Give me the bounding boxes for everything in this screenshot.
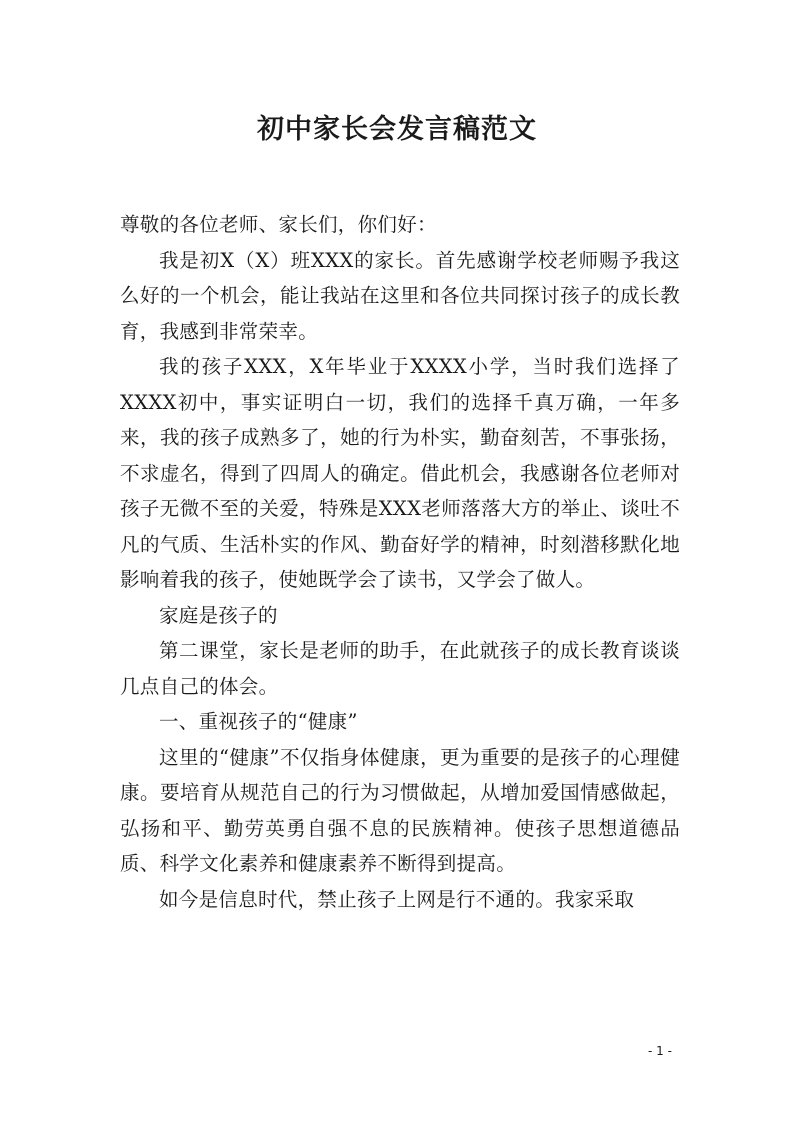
document-title: 初中家长会发言稿范文 [257,114,537,145]
body-paragraph: 这里的“健康”不仅指身体健康，更为重要的是孩子的心理健康。要培育从规范自己的行为习惯做起，从增加爱国情感做起，弘扬和平、勤劳英勇自强不息的民族精神。使孩子思想道德品质、科学文化素养和健康素养不断得到提高。 [120,745,680,875]
body-paragraph: 家庭是孩子的 [159,603,278,627]
body-paragraph: 第二课堂，家长是老师的助手，在此就孩子的成长教育谈谈几点自己的体会。 [120,639,680,698]
section-heading: 一、重视孩子的“健康” [159,710,358,733]
page-number: - 1 - [648,1044,672,1058]
body-paragraph: 如今是信息时代，禁止孩子上网是行不通的。我家采取 [159,887,635,911]
document-body [120,207,680,917]
body-paragraph: 我是初X（X）班XXX的家长。首先感谢学校老师赐予我这么好的一个机会，能让我站在这里和各位共同探讨孩子的成长教育，我感到非常荣幸。 [120,248,680,343]
salutation-paragraph: 尊敬的各位老师、家长们，你们好： [120,213,437,236]
body-paragraph: 我的孩子XXX，X年毕业于XXXX小学，当时我们选择了XXXX初中，事实证明白一切，我们的选择千真万确，一年多来，我的孩子成熟多了，她的行为朴实，勤奋刻苦，不事张扬，不求虚名，得到了四周人的确定。借此机会，我感谢各位老师对孩子无微不至的关爱，特殊是XXX老师落落大方的举止、谈吐不凡的气质、生活朴实的作风、勤奋好学的精神，时刻潜移默化地影响着我的孩子，使她既学会了读书，又学会了做人。 [120,355,680,591]
